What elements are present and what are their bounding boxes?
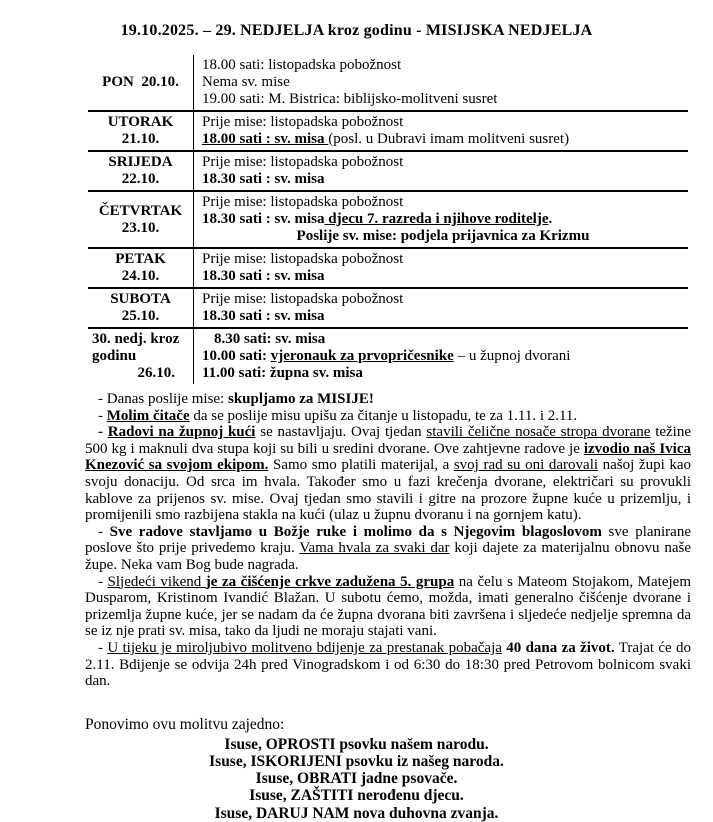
text-segment: skupljamo za MISIJE! (227, 391, 374, 407)
schedule-row (88, 150, 688, 190)
day-label: UTORAK (107, 114, 174, 130)
text-segment: težine 500 kg i maknuli dva stupa koji su bili u sredini dvorane. Ove zahtjevne radove je (85, 424, 692, 457)
text-segment: . (548, 211, 553, 227)
schedule-entry (202, 228, 684, 245)
announcement-paragraph (85, 408, 691, 425)
text-segment: se nastavljaju. Ovaj tjedan (255, 424, 427, 441)
text-segment: 19.00 sati: M. Bistrica: biblijsko-molitveni susret (202, 91, 498, 107)
announcement-paragraph (85, 391, 691, 408)
schedule-entry (202, 291, 684, 308)
text-segment: Poslije sv. mise: podjela prijavnica za Krizmu (296, 228, 590, 244)
text-segment: vjeronauk za prvopričesnike (270, 348, 454, 364)
schedule-entry (202, 74, 684, 91)
schedule-row (88, 287, 688, 327)
schedule-entry (202, 331, 684, 348)
schedule-row (88, 55, 688, 110)
text-segment: Prije mise: listopadska pobožnost (202, 114, 404, 130)
text-segment: - (98, 639, 108, 656)
schedule-entry (202, 348, 684, 365)
day-label: 26.10. (137, 365, 175, 381)
day-label: SUBOTA (110, 291, 171, 307)
text-segment: - (98, 573, 108, 590)
day-label: PETAK (115, 251, 166, 267)
schedule-content-cell (194, 55, 688, 110)
schedule-entry (202, 114, 684, 131)
announcement-paragraph (85, 574, 691, 640)
schedule-content-cell (194, 152, 688, 190)
text-segment: Samo smo platili materijal, a (268, 457, 454, 474)
text-segment: Trajat će do 2.11. Bdijenje se odvija 24h pred Vinogradskom i od 6:30 do 18:30 pred Petrovom bolnicom svaki dan. (85, 639, 692, 690)
schedule-entry (202, 131, 684, 148)
prayer-intro: Ponovimo ovu molitvu zajedno: (85, 715, 285, 733)
announcement-paragraph (85, 640, 691, 690)
day-label: 24.10. (121, 268, 160, 284)
schedule-day-cell (88, 112, 194, 150)
text-segment: na čelu s Mateom Stojakom, Matejem Dusparom, Kristinom Ivandić Blažan. U subotu ćemo, možda, imati generalno čišćenje dvorane i prizemlja župne kuće, jer se nadam da će župna dvorana biti završena i sljedeće nedjelje spremna da se iz nje prati sv. misa, tako da ljudi ne moraju stajati vani. (85, 573, 691, 640)
text-segment: 18.00 sati : sv. misa (202, 131, 329, 147)
text-segment: sve planirane poslove što prije privedemo kraju. (85, 523, 691, 557)
schedule-content-cell (194, 289, 688, 327)
text-segment: (posl. u Dubravi imam molitveni susret) (328, 131, 570, 147)
text-segment: Prije mise: listopadska pobožnost (202, 154, 404, 170)
prayer-line: Isuse, DARUJ NAM nova duhovna zvanja. (214, 804, 499, 822)
text-segment: djecu 7. razreda i njihove roditelje (324, 211, 549, 227)
announcement-paragraph (85, 424, 691, 524)
schedule-content-cell (194, 249, 688, 287)
text-segment: - (98, 523, 110, 540)
schedule-row (88, 327, 688, 384)
text-segment: Radovi na župnoj kući (107, 424, 256, 441)
schedule-day-cell (88, 192, 194, 247)
schedule-table (88, 55, 688, 384)
schedule-entry (202, 91, 684, 108)
text-segment: 18.30 sati : sv. misa (202, 211, 325, 227)
announcements (85, 391, 691, 690)
prayer-lines (0, 736, 713, 822)
text-segment: 11.00 sati: župna sv. misa (202, 365, 363, 381)
schedule-row (88, 247, 688, 287)
text-segment: 8.30 sati: sv. misa (214, 331, 326, 347)
prayer-line: Isuse, OBRATI jadne psovače. (255, 770, 458, 788)
schedule-entry (202, 308, 684, 325)
day-label: godinu (92, 348, 137, 364)
prayer-line: Isuse, ZAŠTITI nerođenu djecu. (249, 787, 464, 805)
text-segment: Sljedeći vikend (107, 573, 206, 590)
text-segment: 18.30 sati : sv. misa (202, 171, 325, 187)
day-label: 22.10. (121, 171, 160, 187)
schedule-entry (202, 194, 684, 211)
day-label: 21.10. (121, 131, 160, 147)
schedule-row (88, 110, 688, 150)
text-segment: je za čišćenje crkve zadužena 5. grupa (205, 573, 455, 590)
text-segment: U tijeku je miroljubivo molitveno bdijenje za prestanak pobačaja (107, 639, 502, 656)
text-segment: da se poslije misu upišu za čitanje u listopadu, te za 1.11. i 2.11. (189, 407, 578, 424)
day-label: ČETVRTAK (98, 202, 183, 219)
prayer-line: Isuse, OPROSTI psovku našem narodu. (224, 735, 489, 753)
schedule-day-cell (88, 152, 194, 190)
text-segment: - (98, 407, 107, 424)
text-segment: 10.00 sati: (202, 348, 271, 364)
text-segment: - Danas poslije mise: (98, 391, 228, 407)
day-label: PON 20.10. (102, 74, 179, 90)
text-segment: 18.00 sati: listopadska pobožnost (202, 57, 402, 73)
schedule-entry (202, 365, 684, 382)
text-segment: 40 dana za život. (506, 639, 615, 656)
text-segment: Prije mise: listopadska pobožnost (202, 194, 404, 210)
text-segment: Prije mise: listopadska pobožnost (202, 291, 404, 307)
text-segment: Vama hvala za svaki dar (299, 540, 450, 557)
text-segment: – u župnoj dvorani (453, 348, 571, 364)
announcement-paragraph (85, 524, 691, 574)
schedule-content-cell (194, 112, 688, 150)
text-segment: Prije mise: listopadska pobožnost (202, 251, 404, 267)
schedule-content-cell (194, 192, 688, 247)
text-segment: našoj župi kao svoju donaciju. Od srca im hvala. Također smo u fazi krečenja dvorane, električari su provukli kablove za prijenos sv. mise. Ovaj tjedan smo stavili i gitre na prozore župne kuće u prizemlju, i promijenili smo razbijena stakla na kući (ulaz u župnu dvoranu i na gornjem katu). (85, 457, 691, 524)
day-label: 23.10. (121, 219, 160, 236)
text-segment: 18.30 sati : sv. misa (202, 308, 325, 324)
schedule-entry (202, 211, 684, 228)
text-segment: stavili čelične nosače stropa dvorane (426, 424, 651, 441)
text-segment: Nema sv. mise (202, 74, 290, 90)
schedule-day-cell (88, 249, 194, 287)
text-segment: Sve radove stavljamo u Božje ruke i molimo da s Njegovim blagoslovom (109, 523, 602, 540)
schedule-entry (202, 154, 684, 171)
page-title: 19.10.2025. – 29. NEDJELJA kroz godinu - MISIJSKA NEDJELJA (120, 22, 593, 39)
text-segment: koji dajete za materijalnu obnovu naše župe. Neka vam Bog bude nagrada. (85, 540, 691, 573)
schedule-day-cell (88, 289, 194, 327)
day-label: 30. nedj. kroz (92, 331, 180, 347)
schedule-day-cell (88, 329, 194, 384)
day-label: 25.10. (121, 308, 160, 324)
text-segment: - (98, 424, 108, 441)
day-label: SRIJEDA (108, 154, 173, 170)
text-segment: 18.30 sati : sv. misa (202, 268, 325, 284)
schedule-entry (202, 171, 684, 188)
schedule-content-cell (194, 329, 688, 384)
prayer-line: Isuse, ISKORIJENI psovku iz našeg naroda. (209, 752, 504, 770)
schedule-day-cell (88, 55, 194, 110)
text-segment: izvodio naš Ivica Knezović sa svojom ekipom. (85, 440, 691, 474)
text-segment: svoj rad su oni darovali (453, 457, 599, 474)
text-segment: Molim čitače (106, 407, 190, 424)
schedule-entry (202, 268, 684, 285)
schedule-row (88, 190, 688, 247)
schedule-entry (202, 251, 684, 268)
schedule-entry (202, 57, 684, 74)
